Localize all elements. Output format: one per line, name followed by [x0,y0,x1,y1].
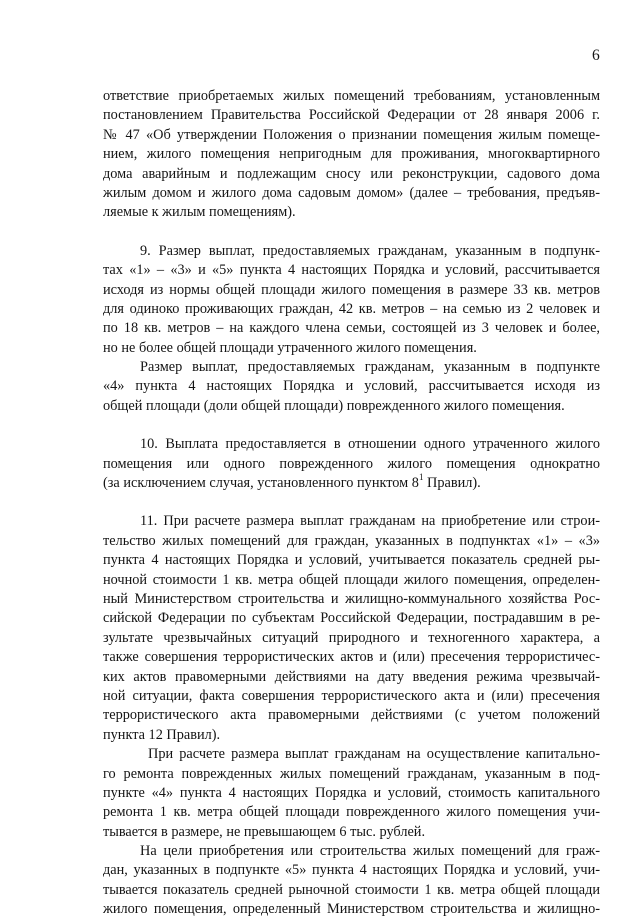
text-line: террористического акта правомерными действиями (с учетом положений [103,707,600,724]
text-line: жилым домом и жилого дома садовым домом» (далее – требования, предъяв- [103,184,600,201]
text-line: пункта 12 Правил). [103,726,221,743]
text-line: дома аварийным и подлежащим сносу или реконструкции, садового дома [103,165,600,182]
text-line: ких актов правомерными действиями на дату введения режима чрезвычай- [103,668,600,685]
text-line: также совершения террористических актов и (или) пресечения террористичес- [103,649,600,666]
text-line: помещения или одного поврежденного жилого помещения однократно [103,455,600,472]
text-line: При расчете размера выплат гражданам на осуществление капитально- [148,746,600,763]
text-line: На цели приобретения или строительства жилых помещений для граж- [140,843,600,860]
text-line: ной ситуации, факта совершения террористического акта и (или) пресечения [103,687,600,704]
text-line: по 18 кв. метров – на каждого члена семьи, состоящей из 3 человек и более, [103,320,600,337]
text-line: общей площади (доли общей площади) поврежденного жилого помещения. [103,397,565,414]
text-line: ремонта 1 кв. метра общей площади поврежденного жилого помещения учи- [103,804,600,821]
text-segment: (за исключением случая, установленного пунктом 8 [103,475,419,492]
paragraph-continuation [103,87,600,223]
text-line: исходя из нормы общей площади жилого помещения в размере 33 кв. метров [103,281,600,298]
text-line: 10. Выплата предоставляется в отношении одного утраченного жилого [140,436,600,453]
text-line: тах «1» – «3» и «5» пункта 4 настоящих Порядка и условий, рассчитывается [103,262,600,279]
text-line: № 47 «Об утверждении Положения о признании помещения жилым помеще- [103,126,600,143]
superscript: 1 [418,472,424,483]
text-line: тывается показатель средней рыночной стоимости 1 кв. метра общей площади [103,881,600,898]
text-line: пункте «4» пункта 4 настоящих Порядка и условий, стоимость капитального [103,784,600,801]
text-line: для одиноко проживающих граждан, 42 кв. метров – на семью из 2 человек и [103,300,600,317]
clause-10 [103,435,600,493]
text-line: ляемые к жилым помещениям). [103,204,296,221]
text-line-with-superscript [103,474,600,493]
document-body [103,87,600,920]
text-segment: Правил). [423,475,481,492]
text-line: но не более общей площади утраченного жилого помещения. [103,339,477,356]
text-line: го ремонта поврежденных жилых помещений гражданам, указанным в под- [103,765,600,782]
text-line: тельство жилых помещений для граждан, указанных в подпунктах «1» – «3» [103,532,600,549]
text-line: «4» пункта 4 настоящих Порядка и условий, рассчитывается исходя из [103,378,600,395]
text-line: тывается в размере, не превышающем 6 тыс. рублей. [103,823,426,840]
text-line: ответствие приобретаемых жилых помещений требованиям, установленным [103,88,600,104]
clause-9 [103,242,600,417]
text-line: Размер выплат, предоставляемых гражданам, указанным в подпункте [140,359,600,376]
text-line: нием, жилого помещения непригодным для проживания, многоквартирного [103,146,600,163]
text-line: жилого помещения, определенный Министерством строительства и жилищно- [103,901,600,918]
text-line: дан, указанных в подпункте «5» пункта 4 настоящих Порядка и условий, учи- [103,862,600,879]
text-line: зультате чрезвычайных ситуаций природного и техногенного характера, а [103,629,600,646]
text-line: ный Министерством строительства и жилищно-коммунального хозяйства Рос- [103,590,600,607]
page-number: 6 [592,47,600,64]
text-line: сийской Федерации по субъектам Российской Федерации, пострадавшим в ре- [103,610,600,627]
text-line: 9. Размер выплат, предоставляемых гражданам, указанным в подпунк- [140,242,600,259]
text-line: постановлением Правительства Российской Федерации от 28 января 2006 г. [103,107,600,124]
text-line: ночной стоимости 1 кв. метра общей площади жилого помещения, определен- [103,571,600,588]
text-line: 11. При расчете размера выплат гражданам на приобретение или строи- [140,513,600,530]
text-line: пункта 4 настоящих Порядка и условий, учитывается показатель средней ры- [103,552,600,569]
clause-11 [103,512,600,919]
